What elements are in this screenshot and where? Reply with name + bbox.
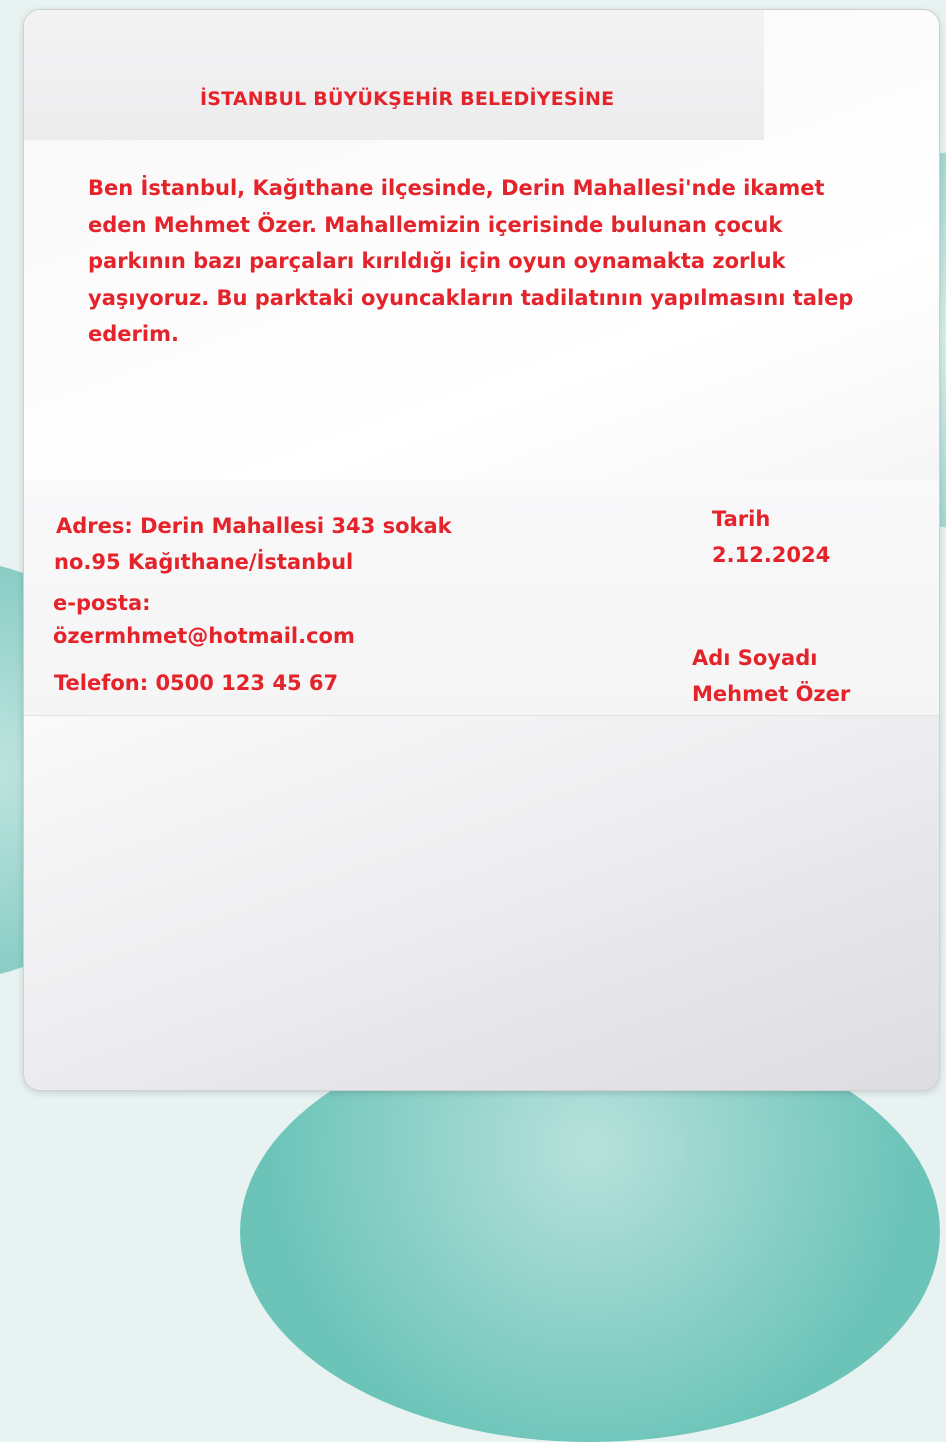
body-line: yaşıyoruz. Bu parktaki oyuncakların tadilatının yapılmasını talep	[88, 285, 854, 310]
name-value: Mehmet Özer	[692, 682, 851, 706]
header-band	[24, 10, 764, 140]
phone-value: Telefon: 0500 123 45 67	[54, 671, 339, 695]
date-value: 2.12.2024	[712, 543, 831, 567]
address-line-2: no.95 Kağıthane/İstanbul	[54, 550, 354, 574]
body-line: Ben İstanbul, Kağıthane ilçesinde, Derin Mahallesi'nde ikamet	[88, 176, 825, 200]
email-label: e-posta:	[53, 591, 151, 615]
address-line-1: Adres: Derin Mahallesi 343 sokak	[56, 514, 452, 538]
letter-card	[24, 10, 939, 1090]
name-label: Adı Soyadı	[692, 646, 818, 670]
date-label: Tarih	[712, 507, 771, 531]
letter-body	[88, 170, 928, 353]
email-value: özermhmet@hotmail.com	[53, 624, 355, 648]
body-line: parkının bazı parçaları kırıldığı için oyun oynamakta zorluk	[88, 249, 786, 273]
body-line: eden Mehmet Özer. Mahallemizin içerisinde bulunan çocuk	[88, 212, 783, 237]
body-line: ederim.	[88, 322, 179, 346]
letter-recipient: İSTANBUL BÜYÜKŞEHİR BELEDİYESİNE	[200, 88, 615, 110]
